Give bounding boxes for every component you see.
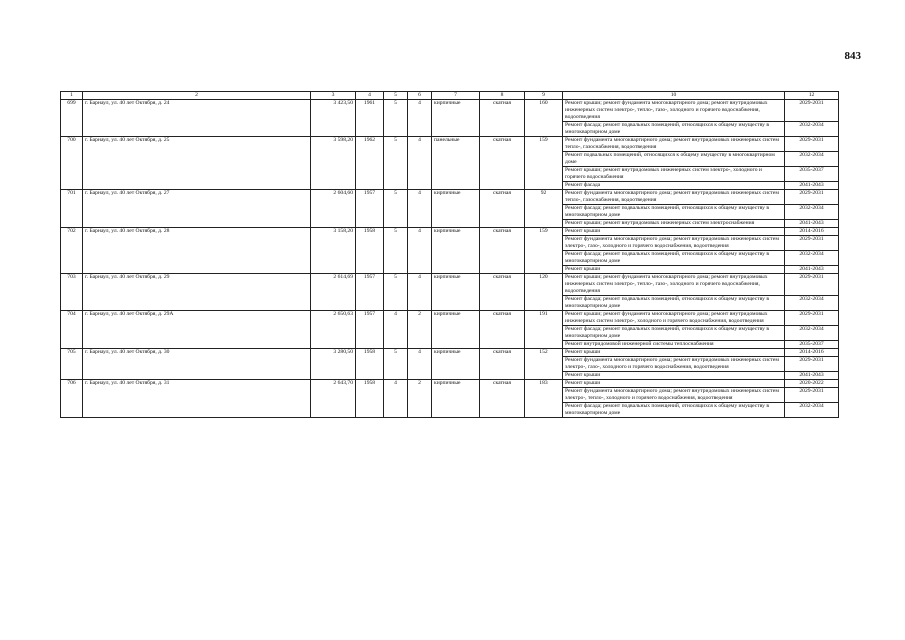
work-description-cell: Ремонт крыши [563,266,785,274]
address-cell: г. Барнаул, ул. 40 лет Октября, д. 27 [83,190,311,228]
period-cell: 2035-2037 [785,341,839,349]
period-cell: 2020-2022 [785,380,839,388]
wall-material-cell: кирпичные [432,311,480,349]
column-header: 6 [408,92,432,100]
roof-type-cell: скатная [480,190,525,228]
residents-cell: 159 [525,137,563,190]
work-description-cell: Ремонт фасада; ремонт подвальных помещений, относящихся к общему имуществу в многоквартирном доме [563,205,785,220]
year-cell: 1961 [356,100,384,137]
area-cell: 2 604,60 [311,190,356,228]
period-cell: 2041-2043 [785,372,839,380]
period-cell: 2041-2043 [785,266,839,274]
table-row [61,274,839,296]
work-description-cell: Ремонт фасада; ремонт подвальных помещений, относящихся к общему имуществу в многоквартирном доме [563,326,785,341]
floors-cell: 5 [384,228,408,274]
address-cell: г. Барнаул, ул. 40 лет Октября, д. 29А [83,311,311,349]
row-number-cell: 699 [61,100,83,137]
area-cell: 3 598,20 [311,137,356,190]
work-description-cell: Ремонт фундамента многоквартирного дома; ремонт внутридомовых инженерных систем электро-, газо-, холодного и горячего водоснабжения, водоотведения [563,236,785,251]
column-header: 2 [83,92,311,100]
floors-cell: 4 [384,380,408,418]
work-description-cell: Ремонт внутридомовой инженерной системы теплоснабжения [563,341,785,349]
address-cell: г. Барнаул, ул. 40 лет Октября, д. 30 [83,349,311,380]
column-header: 1 [61,92,83,100]
work-description-cell: Ремонт фундамента многоквартирного дома; ремонт внутридомовых инженерных систем тепло-, газоснабжения, водоотведения [563,137,785,152]
page-number: 843 [844,50,861,62]
entrances-cell: 2 [408,380,432,418]
period-cell: 2029-2031 [785,274,839,296]
period-cell: 2014-2016 [785,349,839,357]
period-cell: 2041-2043 [785,220,839,228]
period-cell: 2032-2034 [785,122,839,137]
row-number-cell: 701 [61,190,83,228]
table-row [61,190,839,205]
area-cell: 3 280,50 [311,349,356,380]
row-number-cell: 706 [61,380,83,418]
table-row [61,349,839,357]
period-cell: 2029-2031 [785,100,839,122]
work-description-cell: Ремонт фасада; ремонт подвальных помещений, относящихся к общему имуществу в многоквартирном доме [563,403,785,418]
wall-material-cell: панельные [432,137,480,190]
residents-cell: 120 [525,274,563,311]
work-description-cell: Ремонт крыши; ремонт фундамента многоквартирного дома; ремонт внутридомовых инженерных систем электро-, тепло-, газо-, холодного и горячего водоснабжения, водоотведения [563,100,785,122]
period-cell: 2035-2037 [785,167,839,182]
roof-type-cell: скатная [480,274,525,311]
roof-type-cell: скатная [480,311,525,349]
work-description-cell: Ремонт фасада; ремонт подвальных помещений, относящихся к общему имуществу в многоквартирном доме [563,296,785,311]
table-row [61,137,839,152]
column-header: 9 [525,92,563,100]
period-cell: 2032-2034 [785,326,839,341]
wall-material-cell: кирпичные [432,349,480,380]
entrances-cell: 4 [408,349,432,380]
wall-material-cell: кирпичные [432,100,480,137]
floors-cell: 4 [384,311,408,349]
year-cell: 1957 [356,274,384,311]
entrances-cell: 4 [408,228,432,274]
address-cell: г. Барнаул, ул. 40 лет Октября, д. 29 [83,274,311,311]
period-cell: 2032-2034 [785,403,839,418]
address-cell: г. Барнаул, ул. 40 лет Октября, д. 25 [83,137,311,190]
residents-cell: 152 [525,349,563,380]
table-row [61,228,839,236]
table-row [61,380,839,388]
column-number-row [61,92,839,100]
work-description-cell: Ремонт крыши; ремонт внутридомовых инженерных систем электроснабжения [563,220,785,228]
work-description-cell: Ремонт подвальных помещений, относящихся к общему имуществу в многоквартирном доме [563,152,785,167]
work-description-cell: Ремонт крыши; ремонт внутридомовых инженерных систем электро-, холодного и горячего водоснабжения [563,167,785,182]
period-cell: 2029-2031 [785,388,839,403]
year-cell: 1958 [356,349,384,380]
row-number-cell: 700 [61,137,83,190]
period-cell: 2032-2034 [785,251,839,266]
entrances-cell: 4 [408,274,432,311]
entrances-cell: 4 [408,190,432,228]
period-cell: 2032-2034 [785,152,839,167]
work-description-cell: Ремонт фундамента многоквартирного дома; ремонт внутридомовых инженерных систем тепло-, газоснабжения, водоотведения [563,190,785,205]
register-table [60,91,839,418]
entrances-cell: 4 [408,100,432,137]
work-description-cell: Ремонт фасада [563,182,785,190]
residents-cell: 191 [525,311,563,349]
row-number-cell: 705 [61,349,83,380]
entrances-cell: 2 [408,311,432,349]
area-cell: 2 643,70 [311,380,356,418]
period-cell: 2032-2034 [785,205,839,220]
floors-cell: 5 [384,137,408,190]
work-description-cell: Ремонт фасада; ремонт подвальных помещений, относящихся к общему имуществу в многоквартирном доме [563,122,785,137]
period-cell: 2029-2031 [785,190,839,205]
period-cell: 2029-2031 [785,236,839,251]
wall-material-cell: кирпичные [432,190,480,228]
work-description-cell: Ремонт крыши; ремонт фундамента многоквартирного дома; ремонт внутридомовых инженерных систем электро-, тепло-, газо-, холодного и горячего водоснабжения, водоотведения [563,274,785,296]
roof-type-cell: скатная [480,349,525,380]
wall-material-cell: кирпичные [432,228,480,274]
year-cell: 1962 [356,137,384,190]
work-description-cell: Ремонт крыши [563,380,785,388]
row-number-cell: 702 [61,228,83,274]
column-header: 12 [785,92,839,100]
year-cell: 1958 [356,228,384,274]
wall-material-cell: кирпичные [432,274,480,311]
column-header: 8 [480,92,525,100]
residents-cell: 160 [525,100,563,137]
entrances-cell: 4 [408,137,432,190]
wall-material-cell: кирпичные [432,380,480,418]
period-cell: 2014-2016 [785,228,839,236]
table-row [61,311,839,326]
row-number-cell: 703 [61,274,83,311]
period-cell: 2032-2034 [785,296,839,311]
roof-type-cell: скатная [480,380,525,418]
address-cell: г. Барнаул, ул. 40 лет Октября, д. 28 [83,228,311,274]
floors-cell: 5 [384,349,408,380]
work-description-cell: Ремонт фундамента многоквартирного дома; ремонт внутридомовых инженерных систем электро-, газо-, холодного и горячего водоснабжения, водоотведения [563,357,785,372]
period-cell: 2029-2031 [785,357,839,372]
area-cell: 2 650,63 [311,311,356,349]
row-number-cell: 704 [61,311,83,349]
floors-cell: 5 [384,190,408,228]
work-description-cell: Ремонт крыши [563,372,785,380]
column-header: 3 [311,92,356,100]
roof-type-cell: скатная [480,137,525,190]
address-cell: г. Барнаул, ул. 40 лет Октября, д. 31 [83,380,311,418]
period-cell: 2041-2043 [785,182,839,190]
year-cell: 1957 [356,311,384,349]
residents-cell: 92 [525,190,563,228]
residents-cell: 159 [525,228,563,274]
column-header: 4 [356,92,384,100]
column-header: 10 [563,92,785,100]
period-cell: 2029-2031 [785,311,839,326]
work-description-cell: Ремонт крыши; ремонт фундамента многоквартирного дома; ремонт внутридомовых инженерных систем электро-, холодного и горячего водоснабжения, водоотведения [563,311,785,326]
roof-type-cell: скатная [480,228,525,274]
period-cell: 2029-2031 [785,137,839,152]
year-cell: 1958 [356,380,384,418]
work-description-cell: Ремонт фундамента многоквартирного дома; ремонт внутридомовых инженерных систем электро-, тепло-, холодного и горячего водоснабжения, водоотведения [563,388,785,403]
table-body [61,100,839,418]
work-description-cell: Ремонт фасада; ремонт подвальных помещений, относящихся к общему имуществу в многоквартирном доме [563,251,785,266]
address-cell: г. Барнаул, ул. 40 лет Октября, д. 24 [83,100,311,137]
floors-cell: 5 [384,100,408,137]
residents-cell: 183 [525,380,563,418]
year-cell: 1957 [356,190,384,228]
work-description-cell: Ремонт крыши [563,349,785,357]
floors-cell: 5 [384,274,408,311]
table-row [61,100,839,122]
area-cell: 2 614,69 [311,274,356,311]
roof-type-cell: скатная [480,100,525,137]
column-header: 5 [384,92,408,100]
work-description-cell: Ремонт крыши [563,228,785,236]
column-header: 7 [432,92,480,100]
area-cell: 3 423,50 [311,100,356,137]
area-cell: 3 158,20 [311,228,356,274]
